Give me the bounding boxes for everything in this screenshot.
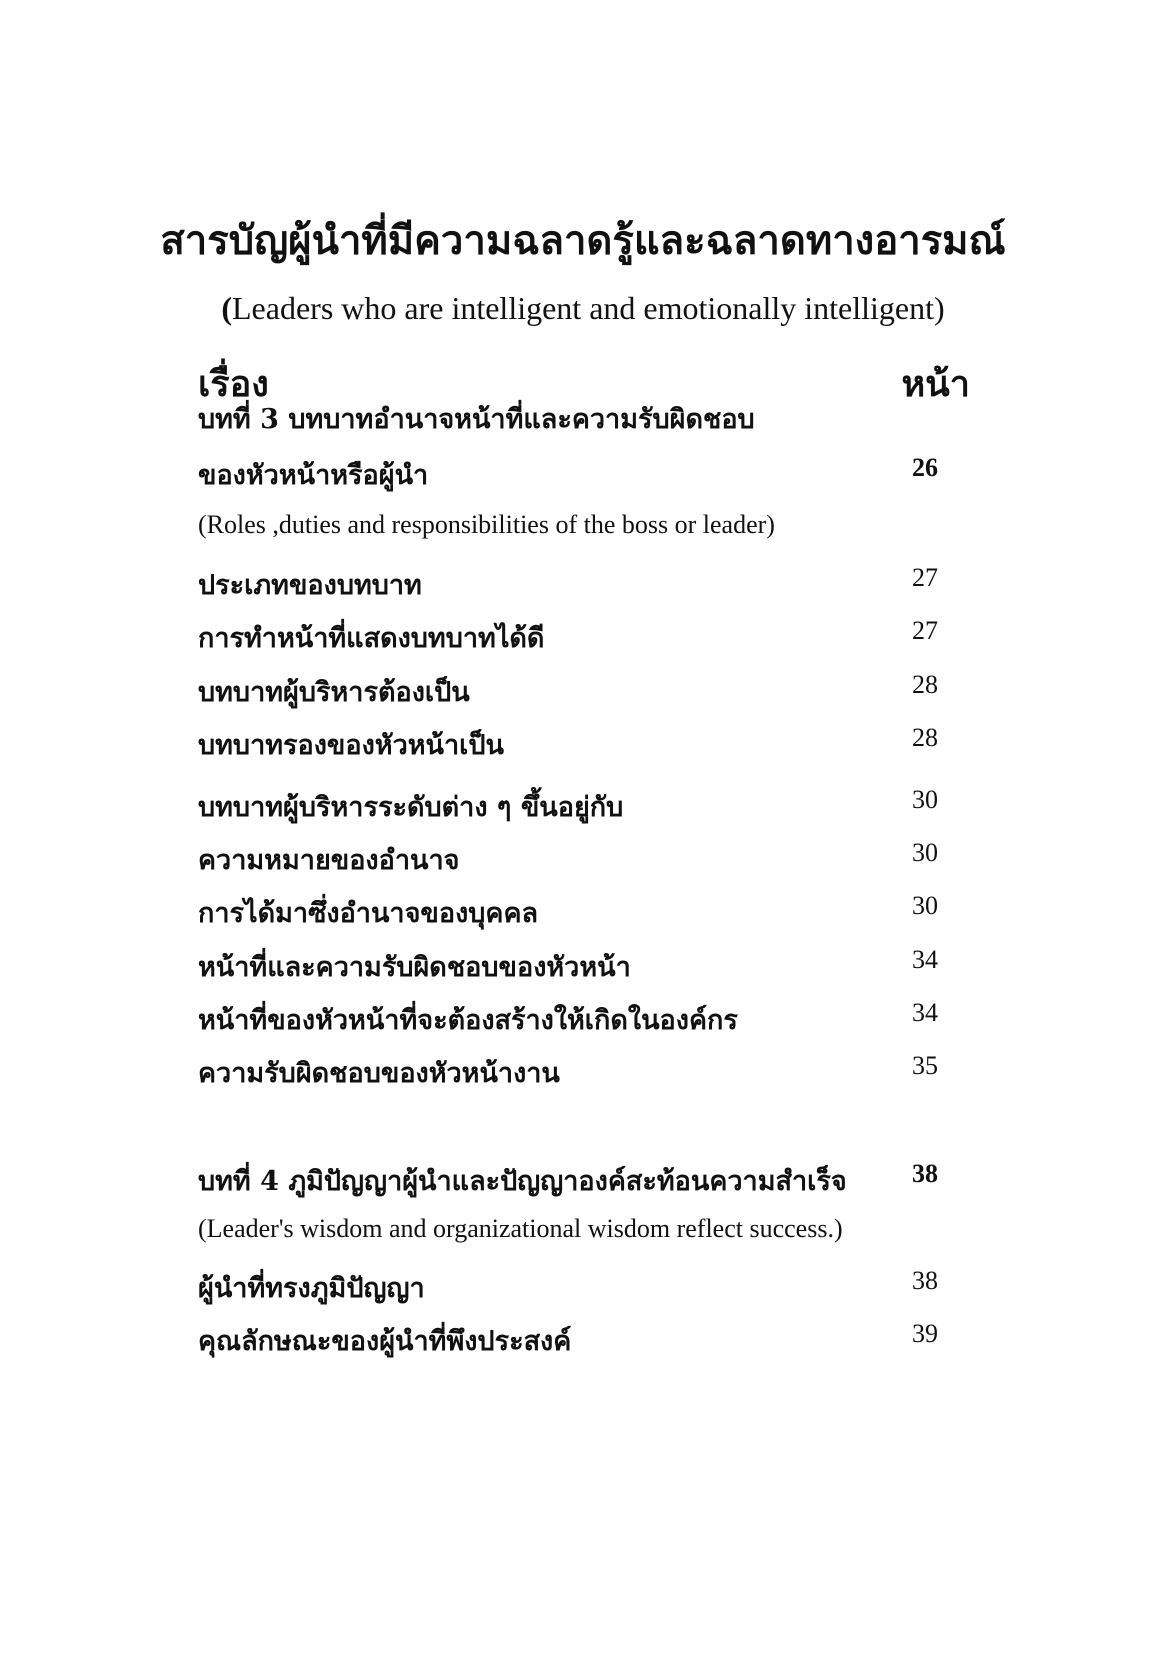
page-subtitle	[0, 290, 1166, 327]
toc-chapter-3-title	[198, 397, 938, 441]
toc-entry	[198, 1051, 938, 1095]
toc-page-number: 34	[912, 998, 938, 1027]
toc-page-number: 30	[912, 838, 938, 867]
toc-label: หน้าที่ของหัวหน้าที่จะต้องสร้างให้เกิดในองค์กร	[198, 1005, 738, 1036]
toc-label: บทที่ 4 ภูมิปัญญาผู้นำและปัญญาองค์สะท้อนความสำเร็จ	[198, 1166, 847, 1197]
toc-label: ผู้นำที่ทรงภูมิปัญญา	[198, 1273, 425, 1304]
toc-page-number: 30	[912, 785, 938, 814]
toc-label: บทบาทรองของหัวหน้าเป็น	[198, 730, 504, 761]
toc-label: ประเภทของบทบาท	[198, 570, 422, 601]
toc-page-number: 28	[912, 670, 938, 699]
toc-entry	[198, 563, 938, 607]
toc-label: ของหัวหน้าหรือผู้นำ	[198, 460, 429, 491]
column-header-page: หน้า	[901, 363, 970, 405]
toc-page-number: 30	[912, 891, 938, 920]
toc-label: คุณลักษณะของผู้นำที่พึงประสงค์	[198, 1326, 572, 1357]
toc-label: บทบาทผู้บริหารระดับต่าง ๆ ขึ้นอยู่กับ	[198, 792, 624, 823]
toc-label: ความรับผิดชอบของหัวหน้างาน	[198, 1058, 560, 1089]
subtitle-text: Leaders who are intelligent and emotionally intelligent)	[232, 290, 945, 326]
toc-label: (Leader's wisdom and organizational wisdom reflect success.)	[198, 1214, 843, 1243]
toc-page-number: 27	[912, 563, 938, 592]
toc-entry	[198, 891, 938, 935]
toc-page-number: 38	[912, 1266, 938, 1295]
toc-entry	[198, 723, 938, 767]
toc-entry	[198, 616, 938, 660]
toc-page-number: 26	[912, 453, 938, 482]
toc-chapter-3-english	[198, 510, 938, 554]
toc-chapter-4-title	[198, 1159, 938, 1203]
toc-entry	[198, 670, 938, 714]
subtitle-open-paren: (	[221, 290, 232, 326]
column-header-topic: เรื่อง	[198, 363, 269, 405]
page-title: สารบัญผู้นำที่มีความฉลาดรู้และฉลาดทางอารมณ์	[160, 217, 1006, 264]
toc-chapter-4-english	[198, 1214, 938, 1258]
toc-chapter-3-title-cont	[198, 453, 938, 497]
toc-entry	[198, 1266, 938, 1310]
toc-page-number: 38	[912, 1159, 938, 1188]
toc-page-number: 27	[912, 616, 938, 645]
toc-label: บทที่ 3 บทบาทอำนาจหน้าที่และความรับผิดชอบ	[198, 404, 755, 435]
toc-label: ความหมายของอำนาจ	[198, 845, 460, 876]
toc-label: หน้าที่และความรับผิดชอบของหัวหน้า	[198, 952, 631, 983]
toc-label: การได้มาซึ่งอำนาจของบุคคล	[198, 898, 539, 929]
toc-label: (Roles ,duties and responsibilities of the boss or leader)	[198, 510, 775, 539]
toc-page-number: 34	[912, 945, 938, 974]
toc-entry	[198, 945, 938, 989]
toc-entry	[198, 998, 938, 1042]
toc-entry	[198, 785, 938, 829]
toc-label: การทำหน้าที่แสดงบทบาทได้ดี	[198, 623, 545, 654]
toc-page-number: 35	[912, 1051, 938, 1080]
toc-page-number: 39	[912, 1319, 938, 1348]
toc-label: บทบาทผู้บริหารต้องเป็น	[198, 677, 470, 708]
toc-entry	[198, 838, 938, 882]
toc-entry	[198, 1319, 938, 1363]
toc-page-number: 28	[912, 723, 938, 752]
